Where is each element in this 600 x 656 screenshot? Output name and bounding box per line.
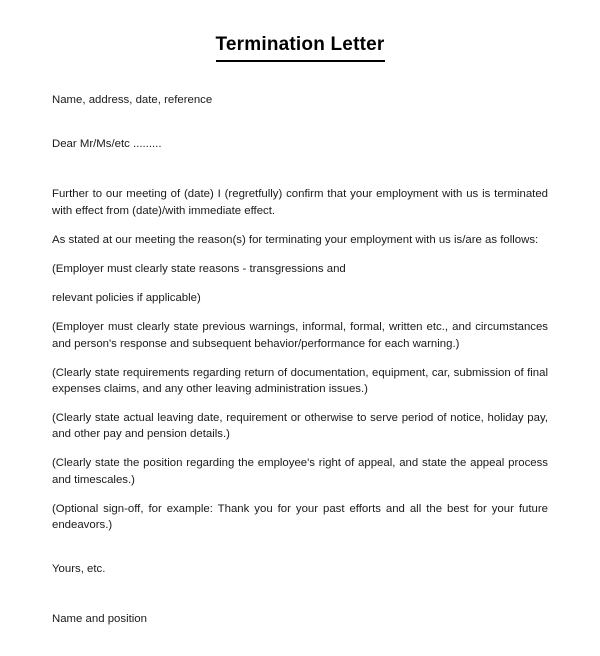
letter-paragraph-1: Further to our meeting of (date) I (regretfully) confirm that your employment with us is terminated with effect from (date)/with immediate effect.	[52, 188, 548, 217]
page-title-wrapper	[52, 26, 548, 62]
letter-paragraph-8: (Clearly state the position regarding the employee's right of appeal, and state the appeal process and timescales.)	[52, 457, 548, 486]
letter-paragraph-9: (Optional sign-off, for example: Thank you for your past efforts and all the best for your future endeavors.)	[52, 502, 548, 531]
letter-paragraph-2: As stated at our meeting the reason(s) for terminating your employment with us is/are as follows:	[52, 233, 539, 246]
letter-paragraph-7: (Clearly state actual leaving date, requirement or otherwise to serve period of notice, holiday pay, and other pay and pension details.)	[52, 412, 548, 441]
letter-closing: Yours, etc.	[52, 563, 106, 576]
letter-paragraph-3: (Employer must clearly state reasons - transgressions and	[52, 262, 346, 275]
letter-header-line: Name, address, date, reference	[52, 94, 213, 106]
letter-paragraph-5: (Employer must clearly state previous warnings, informal, formal, written etc., and circumstances and person's response and subsequent behavior/performance for each warning.)	[52, 321, 548, 350]
letter-paragraph-4: relevant policies if applicable)	[52, 292, 201, 305]
letter-paragraph-6: (Clearly state requirements regarding return of documentation, equipment, car, submission of final expenses claims, and any other leaving administration issues.)	[52, 366, 548, 395]
letter-signature-block: Name and position	[52, 613, 147, 626]
letter-salutation: Dear Mr/Ms/etc .........	[52, 138, 162, 151]
page-title: Termination Letter	[216, 34, 385, 62]
